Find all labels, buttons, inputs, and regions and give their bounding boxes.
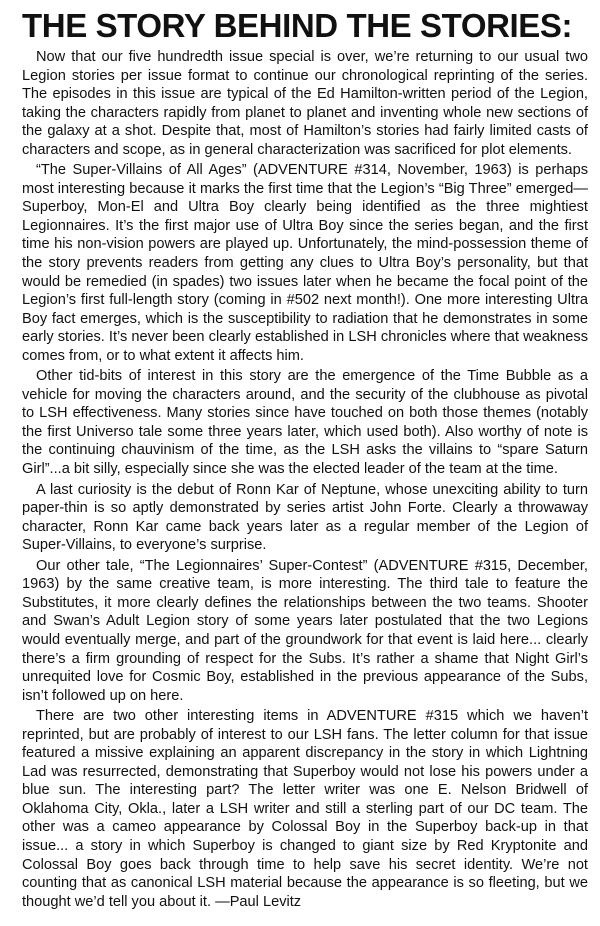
paragraph: Other tid-bits of interest in this story are the emergence of the Time Bubble as a vehicle for moving the characters around, and the security of the clubhouse as pivotal to LSH effectiveness. Many stories since have touched on both those themes (notably the first Universo tale some three years later, which used both). Also worthy of note is the continuing chauvinism of the time, as the LSH asks the villains to “spare Saturn Girl”...a bit silly, especially since she was the elected leader of the team at the time. — [22, 368, 588, 478]
paragraph-final — [22, 707, 588, 911]
paragraph: A last curiosity is the debut of Ronn Kar of Neptune, whose unexciting ability to turn paper-thin is so aptly demonstrated by series artist John Forte. Clearly a throwaway character, Ronn Kar came back years later as a regular member of the Legion of Super-Villains, to everyone’s surprise. — [22, 481, 588, 554]
article-body — [22, 48, 588, 911]
paragraph: Our other tale, “The Legionnaires’ Super-Contest” (ADVENTURE #315, December, 1963) by the same creative team, is more interesting. The third tale to feature the Substitutes, it more clearly defines the relationships between the two teams. Shooter and Swan’s Adult Legion story of some years later postulated that the two Legions would eventually merge, and part of the groundwork for that event is laid here... clearly there’s a firm grounding of respect for the Subs. It’s rather a shame that Night Girl’s unrequited love for Cosmic Boy, established in the previous appearance of the Subs, isn’t followed up on here. — [22, 557, 588, 704]
paragraph: “The Super-Villains of All Ages” (ADVENTURE #314, November, 1963) is perhaps most interesting because it marks the first time that the Legion’s “Big Three” emerged—Superboy, Mon-El and Ultra Boy clearly being identified as the three mightiest Legionnaires. It’s the first major use of Ultra Boy since the series began, and the first time his non-vision powers are played up. Unfortunately, the mind-possession theme of the story prevents readers from getting any clues to Ultra Boy’s personality, but that would be remedied (in spades) two issues later when he became the focal point of the Legion’s first full-length story (coming in #502 next month!). One more interesting Ultra Boy fact emerges, which is the susceptibility to radiation that he demonstrates in some early stories. It’s never been clearly established in LSH chronicles where that weakness comes from, or to what extent it affects him. — [22, 162, 588, 364]
paragraph: Now that our five hundredth issue special is over, we’re returning to our usual two Legion stories per issue format to continue our chronological reprinting of the series. The episodes in this issue are typical of the Ed Hamilton-written period of the Legion, taking the characters rapidly from planet to planet and inventing whole new sections of the galaxy at a shot. Despite that, most of Hamilton’s stories had fairly limited casts of characters and scope, as in general characterization was sacrificed for plot elements. — [22, 49, 588, 158]
paragraph-text: There are two other interesting items in ADVENTURE #315 which we haven’t reprinted, but are probably of interest to our LSH fans. The letter column for that issue featured a missive explaining an apparent discrepancy in the story in which Lightning Lad was resurrected, demonstrating that Superboy would not lose his powers under a blue sun. The interesting part? The letter writer was one E. Nelson Bridwell of Oklahoma City, Okla., later a LSH writer and still a sterling part of our DC team. The other was a cameo appearance by Colossal Boy in the Superboy back-up in that issue... a story in which Superboy is changed to giant size by Red Kryptonite and Colossal Boy goes back through time to help save his secret identity. We’re not counting that as canonical LSH material because the appearance is so fleeting, but we thought we’d tell you about it. — [22, 708, 588, 910]
page-title: THE STORY BEHIND THE STORIES: — [22, 7, 573, 44]
author-signature: —Paul Levitz — [215, 893, 302, 910]
